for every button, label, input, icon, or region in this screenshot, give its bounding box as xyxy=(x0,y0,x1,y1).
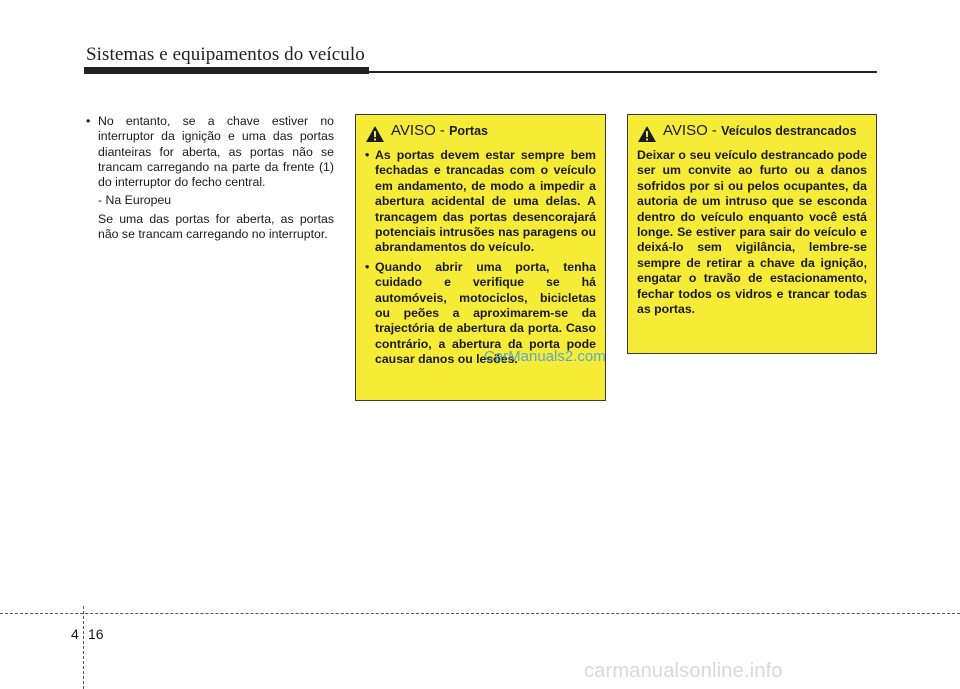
page-header-title: Sistemas e equipamentos do veículo xyxy=(86,44,365,65)
footer-divider xyxy=(83,606,85,689)
sub-paragraph: Se uma das portas for aberta, as portas não se trancam carregando no interruptor. xyxy=(98,211,334,242)
left-column xyxy=(86,114,334,242)
warning-body: Deixar o seu veículo destrancado pode ser um convite ao furto ou a danos sofridos por si ou pelos ocupantes, da autoria de um intruso que se esconda dentro do veículo enquanto você está longe. Se estiver para sair do veículo e deixá-lo sem vigilância, lembre-se sempre de retirar a chave da ignição, engatar o travão de estacionamento, fechar todos os vidros e trancar todas as portas. xyxy=(637,148,867,317)
chapter-number: 4 xyxy=(71,626,79,642)
page-number: 16 xyxy=(88,626,104,642)
warning-subtitle: Portas xyxy=(449,124,488,138)
warning-title-label: AVISO - xyxy=(391,122,450,139)
bullet-paragraph: No entanto, se a chave estiver no interruptor da ignição e uma das portas dianteiras for aberta, as portas não se trancam carregando na parte da frente (1) do interruptor do fecho central. xyxy=(98,114,334,190)
warning-item-text: As portas devem estar sempre bem fechadas e trancadas com o veículo em andamento, de modo a impedir a abertura acidental de uma delas. A trancagem das portas desencorajará potenciais intrusões nas paragens ou abrandamentos do veículo. xyxy=(375,148,596,255)
bullet: • xyxy=(365,148,370,162)
warning-title xyxy=(637,123,867,143)
warning-triangle-icon xyxy=(365,125,385,143)
watermark: CarManuals2.com xyxy=(484,348,606,365)
header-rule xyxy=(84,71,877,73)
warning-item xyxy=(365,148,596,256)
warning-item-text: Quando abrir uma porta, tenha cuidado e verifique se há automóveis, motociclos, bicicletas ou peões a aproximarem-se da trajectória de abertura da porta. Caso contrário, a abertura da porta pode causar danos ou lesões. xyxy=(375,259,596,367)
bullet: • xyxy=(86,114,91,128)
warning-title-label: AVISO - xyxy=(663,122,722,139)
sub-heading: - Na Europeu xyxy=(98,193,172,208)
bullet: • xyxy=(365,259,370,274)
warning-triangle-icon xyxy=(637,125,657,143)
warning-subtitle: Veículos destrancados xyxy=(721,124,857,138)
site-watermark: carmanualsonline.info xyxy=(584,660,783,682)
warning-title xyxy=(365,123,596,143)
footer-rule xyxy=(0,613,960,615)
warning-box-unlocked-vehicles xyxy=(627,114,877,354)
bullet-item xyxy=(86,114,334,190)
